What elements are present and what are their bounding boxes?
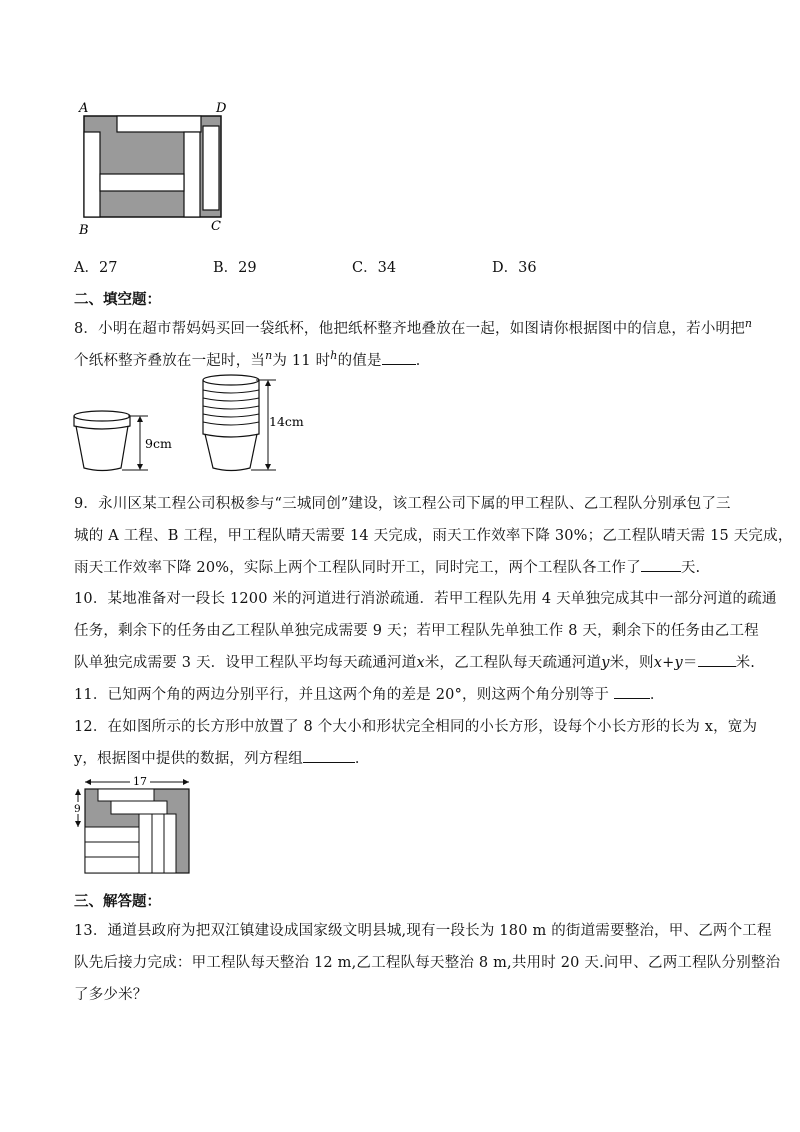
vertex-label-d: D <box>216 101 227 116</box>
q12-line2: y，根据图中提供的数据，列方程组 ． <box>74 751 370 767</box>
q13-line1: 13．通道县政府为把双江镇建设成国家级文明县城,现有一段长为 180 m 的街道需要整治，甲、乙两个工程 <box>74 923 772 939</box>
q10-line3: 队单独完成需要 3 天．设甲工程队平均每天疏通河道x米，乙工程队每天疏通河道y米，则x+y＝ 米. <box>74 655 756 671</box>
q7-option-c: C．34 <box>352 260 397 276</box>
q7-option-d: D．36 <box>492 260 537 276</box>
q8-line2: 个纸杯整齐叠放在一起时，当$^n$为 11 时$^h$的值是 ． <box>74 349 431 369</box>
vertex-label-b: B <box>79 223 89 238</box>
q9-line3: 雨天工作效率下降 20%，实际上两个工程队同时开工，同时完工，两个工程队各工作了 天. <box>74 560 701 576</box>
q11-line1: 11．已知两个角的两边分别平行，并且这两个角的差是 20°，则这两个角分别等于 ． <box>74 687 665 703</box>
label-9cm: 9cm <box>145 436 172 451</box>
section2-title: 二、填空题： <box>74 291 161 308</box>
q12-answer-blank <box>303 750 355 763</box>
q9-line2: 城的 A 工程、B 工程，甲工程队晴天需要 14 天完成，雨天工作效率下降 30%；乙工程队晴天需 15 天完成， <box>74 528 793 544</box>
q10-line1: 10．某地准备对一段长 1200 米的河道进行消淤疏通．若甲工程队先用 4 天单独完成其中一部分河道的疏通 <box>74 591 777 607</box>
q9-answer-blank <box>641 559 681 572</box>
label-9: 9 <box>74 803 81 815</box>
q10-line2: 任务，剩余下的任务由乙工程队单独完成需要 9 天；若甲工程队先单独工作 8 天，剩余下的任务由乙工程 <box>74 623 759 639</box>
q10-answer-blank <box>698 654 736 667</box>
section3-title: 三、解答题： <box>74 893 161 910</box>
q7-option-b: B．29 <box>213 260 257 276</box>
q13-line2: 队先后接力完成：甲工程队每天整治 12 m,乙工程队每天整治 8 m,共用时 20 天.问甲、乙两工程队分别整治 <box>74 955 781 971</box>
vertex-label-a: A <box>79 101 89 116</box>
q12-figure <box>72 772 202 876</box>
q7-figure <box>74 98 244 238</box>
q11-answer-blank <box>614 686 650 699</box>
q13-line3: 了多少米？ <box>74 987 148 1003</box>
vertex-label-c: C <box>211 219 221 234</box>
q12-line1: 12．在如图所示的长方形中放置了 8 个大小和形状完全相同的小长方形，设每个小长方形的长为 x，宽为 <box>74 719 758 735</box>
q8-cups-figure <box>70 372 340 478</box>
q8-line1: 8．小明在超市帮妈妈买回一袋纸杯，他把纸杯整齐地叠放在一起，如图请你根据图中的信息，若小明把$^n$ <box>74 317 753 337</box>
q8-answer-blank <box>382 352 416 365</box>
q7-option-a: A．27 <box>74 260 118 276</box>
label-17: 17 <box>133 775 147 788</box>
label-14cm: 14cm <box>269 414 304 429</box>
q9-line1: 9．永川区某工程公司积极参与“三城同创”建设，该工程公司下属的甲工程队、乙工程队分别承包了三 <box>74 496 731 512</box>
